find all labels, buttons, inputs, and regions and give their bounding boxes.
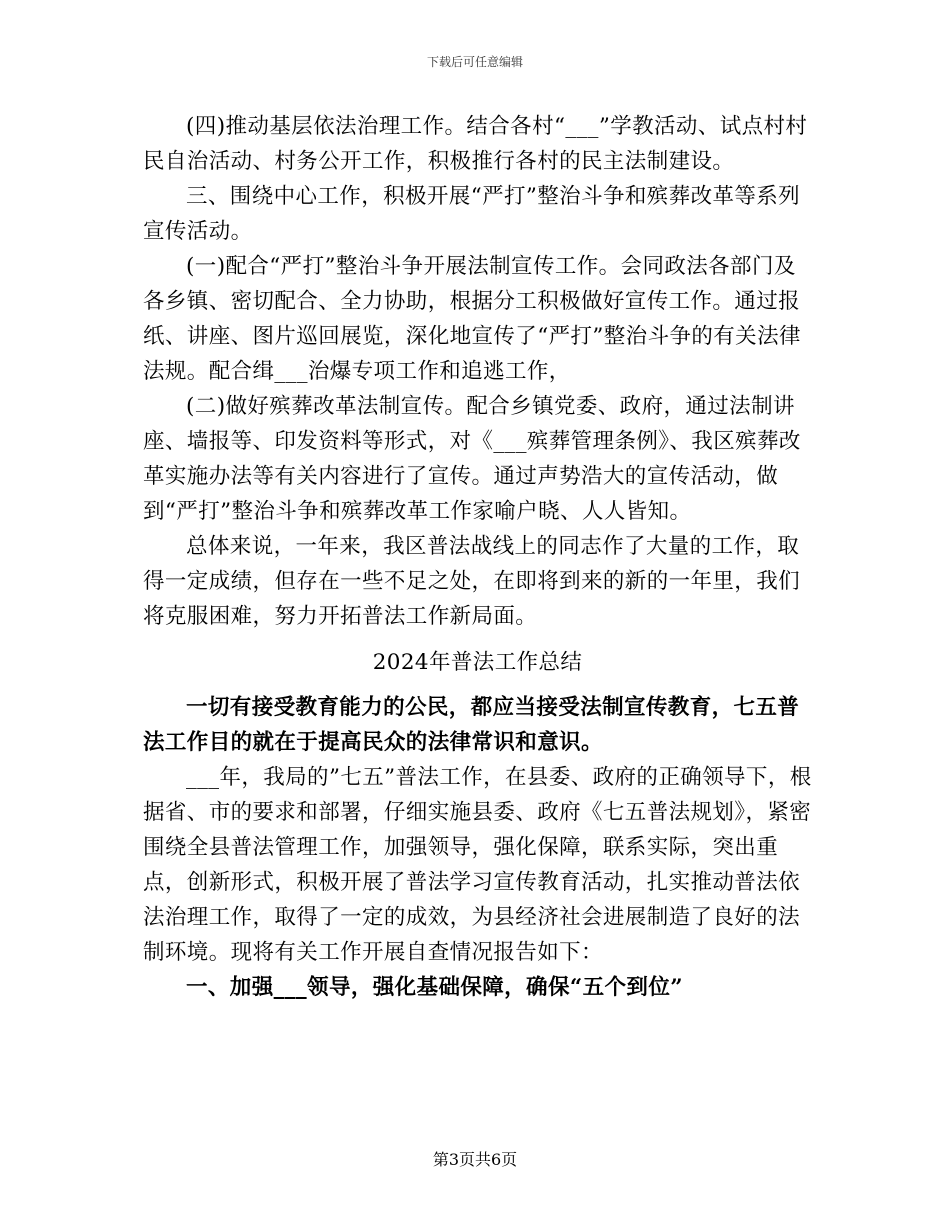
paragraph-promote-grassroots: (四)推动基层依法治理工作。结合各村“___”学教活动、试点村村民自治活动、村务公开工作，积极推行各村的民主法制建设。	[143, 114, 808, 174]
subheading-one: 一、加强___领导，强化基础保障，确保“五个到位”	[186, 975, 683, 1000]
lead-paragraph: 一切有接受教育能力的公民，都应当接受法制宣传教育，七五普法工作目的就在于提高民众的法律常识和意识。	[143, 695, 800, 755]
paragraph-summary: 总体来说，一年来，我区普法战线上的同志作了大量的工作，取得一定成绩，但存在一些不足之处，在即将到来的新的一年里，我们将克服困难，努力开拓普法工作新局面。	[143, 534, 801, 629]
paragraph-funeral-reform: (二)做好殡葬改革法制宣传。配合乡镇党委、政府，通过法制讲座、墙报等、印发资料等形式，对《___殡葬管理条例》、我区殡葬改革实施办法等有关内容进行了宣传。通过声势浩大的宣传活动，做到“严打”整治斗争和殡葬改革工作家喻户晓、人人皆知。	[143, 394, 801, 524]
document-body	[143, 109, 812, 1005]
paragraph-section-three: 三、围绕中心工作，积极开展“严打”整治斗争和殡葬改革等系列宣传活动。	[143, 184, 801, 244]
section-title: 2024年普法工作总结	[372, 650, 583, 675]
page-number: 第3页共6页	[432, 1150, 518, 1169]
body-paragraph: ___年，我局的”七五”普法工作，在县委、政府的正确领导下，根据省、市的要求和部署，仔细实施县委、政府《七五普法规划》，紧密围绕全县普法管理工作，加强领导，强化保障，联系实际，突出重点，创新形式，积极开展了普法学习宣传教育活动，扎实推动普法依法治理工作，取得了一定的成效，为县经济社会进展制造了良好的法制环境。现将有关工作开展自查情况报告如下：	[143, 765, 812, 965]
paragraph-strike-hard: (一)配合“严打”整治斗争开展法制宣传工作。会同政法各部门及各乡镇、密切配合、全力协助，根据分工积极做好宣传工作。通过报纸、讲座、图片巡回展览，深化地宣传了“严打”整治斗争的有关法律法规。配合缉___治爆专项工作和追逃工作，	[143, 254, 801, 384]
page-header: 下载后可任意编辑	[426, 55, 523, 69]
